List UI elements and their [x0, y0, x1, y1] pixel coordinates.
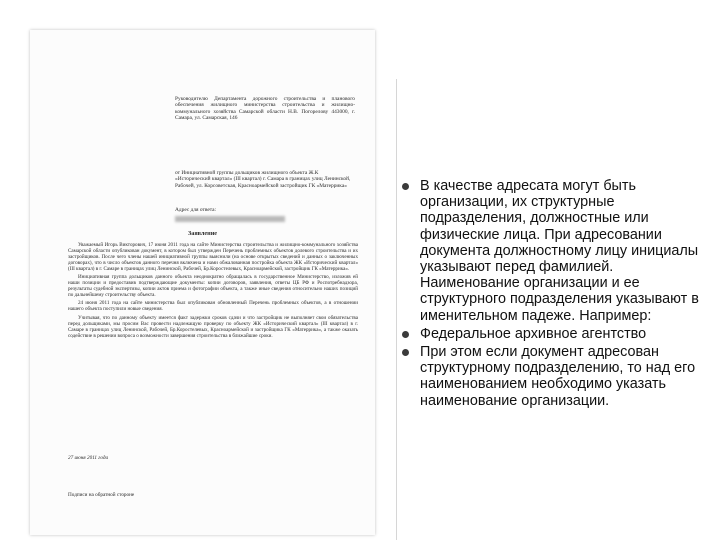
bullet-text: В качестве адресата могут быть организации, их структурные подразделения, должностные или физические лица. При адресовании документа должностному лицу инициалы указывают перед фамилией. Наименование организации и ее структурного подразделения указывают в именительном падеже. Например: — [420, 178, 699, 324]
scanned-document-image — [30, 30, 375, 535]
redacted-address — [175, 216, 285, 222]
bullet-item — [398, 344, 710, 409]
document-signature-label: Подписи на обратной стороне — [68, 492, 135, 498]
document-paragraph: Инициативная группа дольщиков данного объекта неоднократно обращалась в государственное Министерство, изложив ей наши позиции и предоставив подтверждающие документы: копии договоров, заявления, ответы ЦБ РФ и Роспотребнадзора, результаты судебной экспертизы, копии актов приема и фотографии объекта, а также иные сведения относительно наших позиций по дальнейшему строительству объекта. — [68, 274, 358, 299]
document-paragraph: Уважаемый Игорь Викторович, 17 июня 2011 года на сайте Министерства строительства и жилищно-коммунального хозяйства Самарской области опубликован документ, в котором был утвержден Перечень проблемных объектов долевого строительства и их застройщиков. После чего члены нашей инициативной группы выяснили (на основе открытых сведений и данных о заключенных договорах), что в число объектов данного перечня включена и нами обжалованная постройка объекта ЖК «Исторический квартал» (III квартал) в г. Самаре в границах улиц Ленинской, Рабочей, Бр.Коростелевых, Красноармейской, застройщик ГК «Матеррика». — [68, 242, 358, 273]
bullet-dot-icon — [402, 331, 409, 338]
bullet-dot-icon — [402, 183, 409, 190]
bullet-text: Федеральное архивное агентство — [420, 325, 647, 342]
bullet-dot-icon — [402, 349, 409, 356]
vertical-divider — [396, 79, 397, 540]
document-contact-label: Адрес для ответа: — [175, 207, 217, 213]
bullet-text: При этом если документ адресован структурному подразделению, то над его наименованием необходимо указать наименование организации. — [420, 344, 696, 409]
document-date: 27 июня 2011 года — [68, 455, 109, 461]
document-title: Заявление — [187, 230, 218, 237]
bullet-list — [398, 178, 710, 411]
document-recipient: Руководителю Департамента дорожного строительства и планового обеспечения жилищного министерства строительства и жилищно-коммунального хозяйства Самарской области Н.В. Погорелову 443000, г. Самара, ул. Самарская, 146 — [175, 96, 355, 122]
document-sender: от Инициативной группы дольщиков жилищного объекта Ж.К «Исторический квартал» (III квартал) г. Самара в границах улиц Ленинской, Рабочей, ул. Корсоветская, Красноармейской застройщик ГК «Матеррика» — [175, 170, 351, 189]
document-body — [68, 242, 358, 341]
bullet-item — [398, 178, 710, 324]
document-paragraph: 24 июня 2011 года на сайте министерства был опубликован обновленный Перечень проблемных объектов, а в отношении нашего объекта поступили новые сведения. — [68, 300, 358, 313]
document-paragraph: Учитывая, что по данному объекту имеется факт задержки сроков сдачи и что застройщик не выполняет свои обязательства перед дольщиками, мы просим Вас провести надлежащую проверку по объекту ЖК «Исторический квартал» (III квартал) в г. Самаре в границах улиц Ленинской, Рабочей, Бр.Коростелевых, Красноармейской и застройщика ГК «Матеррика», а также оказать содействие в решении вопроса о возможности завершения строительства в ближайшие сроки. — [68, 314, 358, 339]
bullet-item — [398, 326, 710, 342]
